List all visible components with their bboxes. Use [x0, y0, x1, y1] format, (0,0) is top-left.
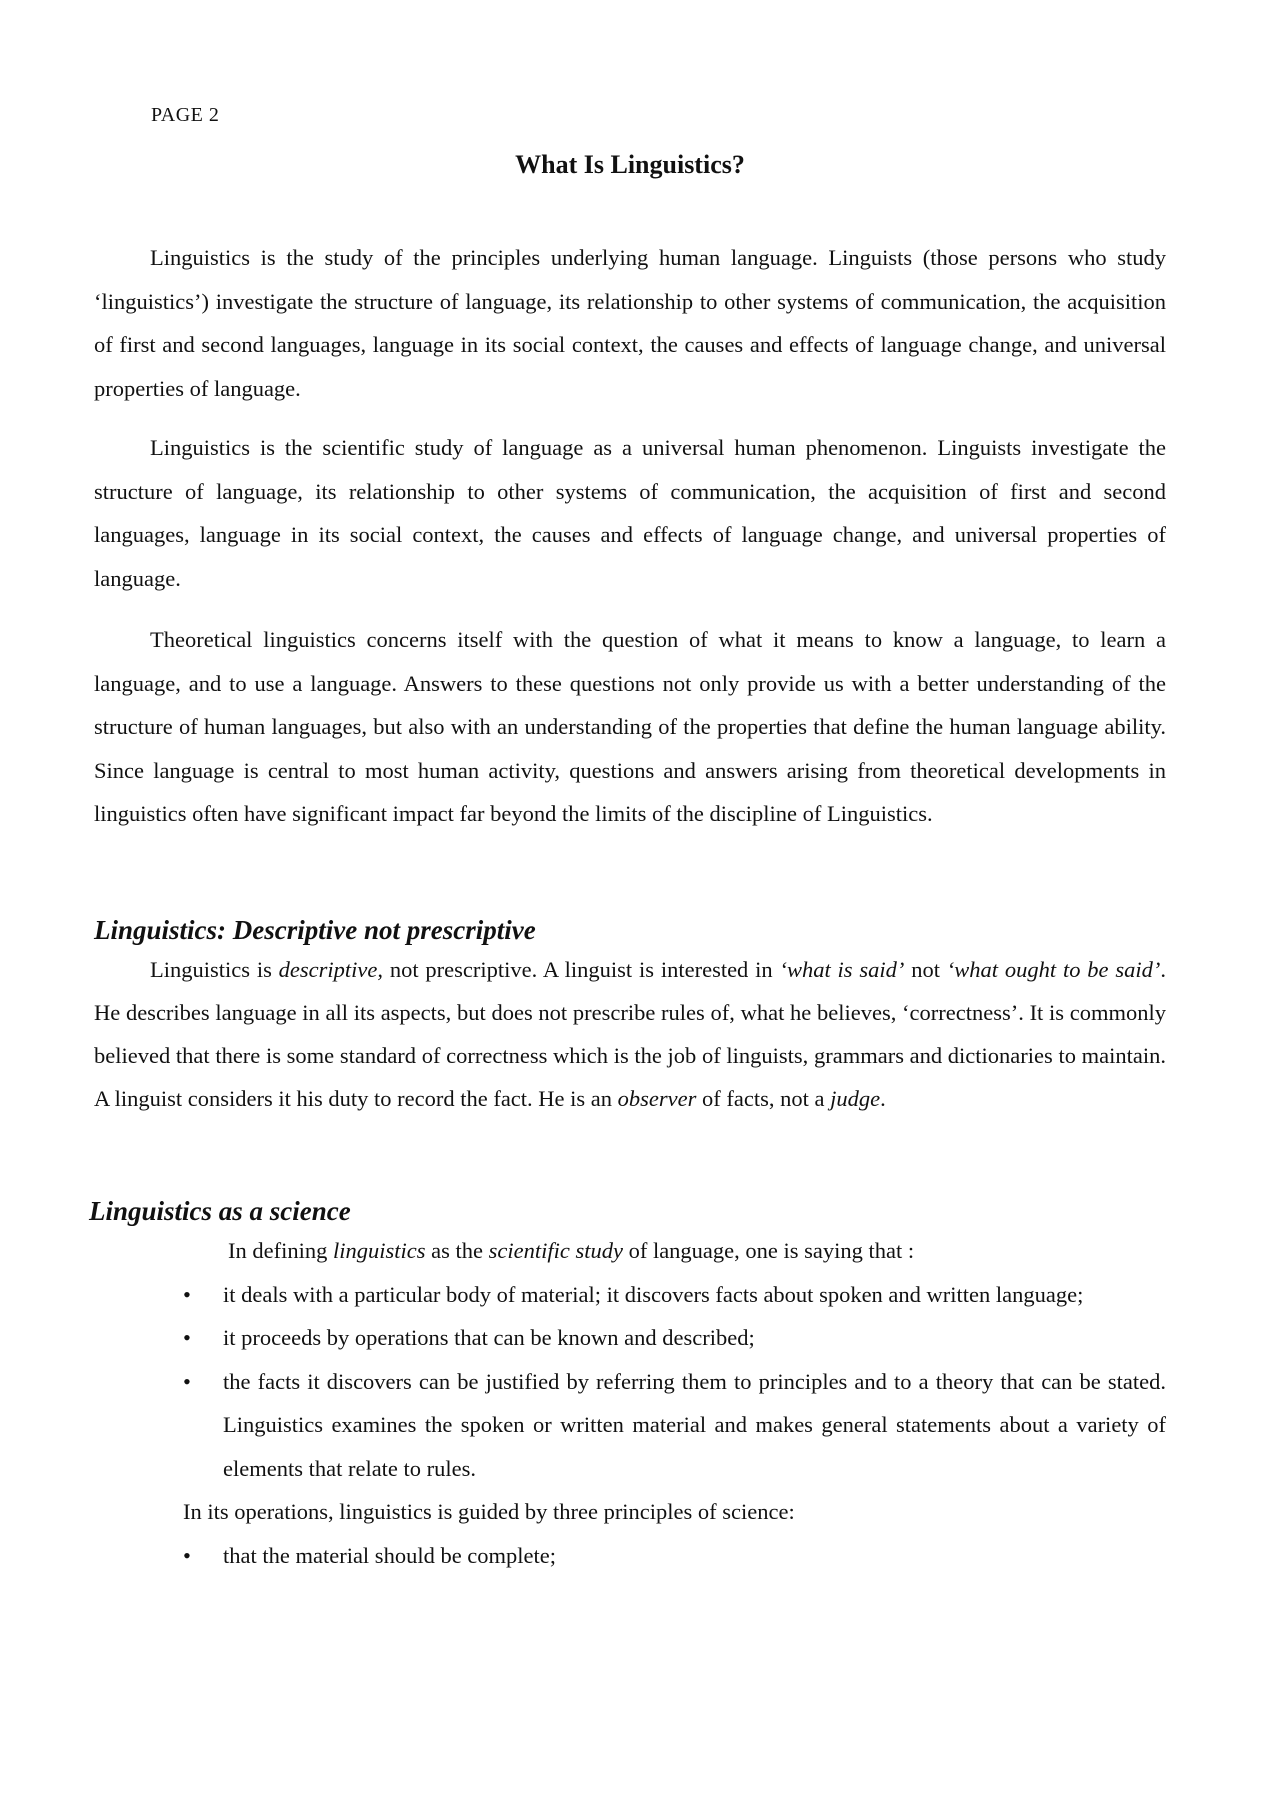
list-item-text: the facts it discovers can be justified by referring them to principles and to a theory that can be stated. Linguistics examines the spoken or written material and makes general statements about a variety of elements that relate to rules.	[223, 1368, 1166, 1481]
text-run: as the	[425, 1238, 489, 1263]
text-run-italic: ‘what ought to be said’	[946, 957, 1161, 982]
paragraph-2: Linguistics is the scientific study of language as a universal human phenomenon. Linguists investigate the structure of language, its relationship to other systems of communication, the acquisition of first and second languages, language in its social context, the causes and effects of language change, and universal properties of language.	[94, 435, 1166, 591]
section-heading-science: Linguistics as a science	[89, 1196, 351, 1226]
list-item	[89, 1360, 1166, 1491]
text-run-italic: observer	[617, 1086, 697, 1111]
text-run-italic: descriptive,	[278, 957, 384, 982]
text-run-italic: judge	[830, 1086, 881, 1111]
science-bullet-list	[89, 1273, 1166, 1491]
list-item	[89, 1534, 1166, 1578]
section-heading-descriptive: Linguistics: Descriptive not prescriptive	[94, 915, 536, 945]
paragraph-3: Theoretical linguistics concerns itself with the question of what it means to know a language, to learn a language, and to use a language. Answers to these questions not only provide us with a better understanding of the structure of human languages, but also with an understanding of the properties that define the human language ability. Since language is central to most human activity, questions and answers arising from theoretical developments in linguistics often have significant impact far beyond the limits of the discipline of Linguistics.	[94, 627, 1166, 826]
list-item-text: it proceeds by operations that can be known and described;	[223, 1325, 755, 1350]
principles-bullet-list	[89, 1534, 1166, 1578]
list-item	[89, 1273, 1166, 1317]
text-run-italic: linguistics	[332, 1238, 426, 1263]
text-run: In defining	[228, 1238, 333, 1263]
list-item-text: it deals with a particular body of material; it discovers facts about spoken and written language;	[223, 1281, 1084, 1307]
list-item-text: that the material should be complete;	[223, 1542, 557, 1568]
list-item	[89, 1316, 1166, 1360]
text-run: not prescriptive. A linguist is interested in	[383, 957, 780, 982]
text-run: of facts, not a	[696, 1086, 831, 1111]
paragraph-2-wrap	[94, 426, 1166, 600]
text-run-italic: scientific study	[488, 1238, 623, 1263]
section-descriptive	[94, 912, 1166, 1120]
bullet-icon: •	[183, 1325, 191, 1350]
principles-intro: In its operations, linguistics is guided by three principles of science:	[183, 1499, 795, 1524]
paragraph-descriptive	[94, 948, 1166, 1120]
text-run: of language, one is saying that :	[622, 1238, 915, 1263]
text-run: not	[904, 957, 947, 982]
bullet-icon: •	[183, 1281, 191, 1307]
page-number: PAGE 2	[151, 104, 220, 126]
science-intro	[89, 1229, 1166, 1273]
text-run: Linguistics is	[150, 957, 279, 982]
text-run-italic: ‘what is said’	[779, 957, 905, 982]
intro-paragraphs	[94, 236, 1166, 410]
bullet-icon: •	[183, 1368, 191, 1394]
text-run: .	[880, 1086, 886, 1111]
bullet-icon: •	[183, 1542, 191, 1568]
paragraph-3-wrap	[94, 618, 1166, 836]
page-title: What Is Linguistics?	[515, 150, 745, 179]
text-run: . He describes language in all its aspects, but does not prescribe rules of, what he believes, ‘correctness’. It is commonly believed that there is some standard of correctness which is the job of linguists, grammars and dictionaries to maintain. A linguist considers it his duty to record the fact. He is an	[94, 957, 1166, 1111]
paragraph-1: Linguistics is the study of the principles underlying human language. Linguists (those persons who study ‘linguistics’) investigate the structure of language, its relationship to other systems of communication, the acquisition of first and second languages, language in its social context, the causes and effects of language change, and universal properties of language.	[94, 245, 1166, 401]
section-science	[89, 1193, 1166, 1577]
